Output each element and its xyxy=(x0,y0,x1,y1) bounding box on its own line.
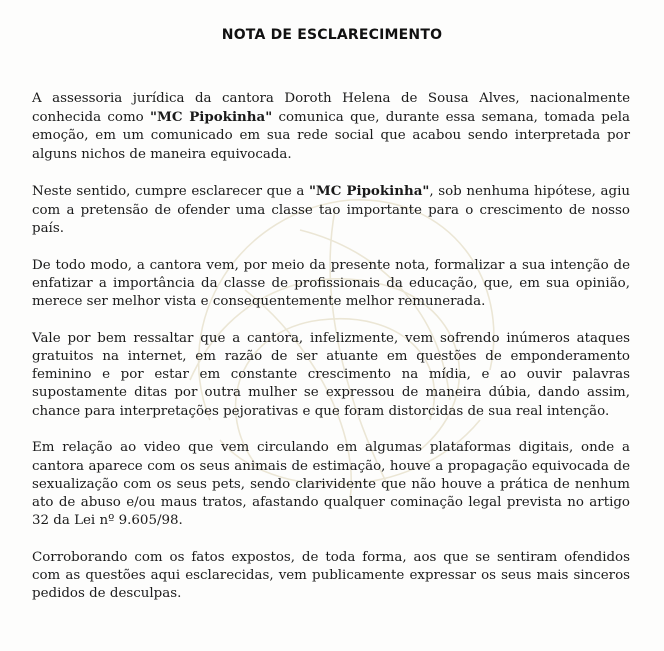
paragraph-1 xyxy=(32,90,630,164)
paragraph-6: Corroborando com os fatos expostos, de toda forma, aos que se sentiram ofendidos com as questões aqui esclarecidas, vem publicamente expressar os seus mais sinceros pedidos de desculpas. xyxy=(32,550,630,602)
paragraph-1-text-end: comunica que, durante essa semana, tomada pela emoção, em um comunicado em sua rede social que acabou sendo interpretada por alguns nichos de maneira equivocada. xyxy=(32,110,631,162)
document-body xyxy=(32,90,630,604)
paragraph-2-artist-name: "MC Pipokinha" xyxy=(308,183,430,200)
paragraph-1-artist-name: "MC Pipokinha" xyxy=(150,109,273,126)
paragraph-2-text-start: Neste sentido, cumpre esclarecer que a xyxy=(32,184,309,200)
paragraph-5: Em relação ao video que vem circulando em algumas plataformas digitais, onde a cantora aparece com os seus animais de estimação, houve a propagação equivocada de sexualização com os seus pets, sendo clarividente que não houve a prática de nenhum ato de abuso e/ou maus tratos, afastando qualquer cominação legal prevista no artigo 32 da Lei nº 9.605/98. xyxy=(32,440,630,529)
paragraph-1-text-start: A assessoria jurídica da cantora Doroth Helena de Sousa Alves, nacionalmente conhecida como xyxy=(32,91,630,126)
paragraph-2-text-end: , sob nenhuma hipótese, agiu com a pretensão de ofender uma classe tao importante para o crescimento de nosso país. xyxy=(32,184,630,236)
paragraph-2 xyxy=(32,182,630,238)
paragraph-4: Vale por bem ressaltar que a cantora, infelizmente, vem sofrendo inúmeros ataques gratuitos na internet, em razão de ser atuante em questões de emponderamento feminino e por estar em constante crescimento na mídia, e ao ouvir palavras supostamente ditas por outra mulher se expressou de maneira dúbia, dando assim, chance para interpretações pejorativas e que foram distorcidas de sua real intenção. xyxy=(32,330,630,419)
page-title: NOTA DE ESCLARECIMENTO xyxy=(221,27,443,43)
paragraph-3: De todo modo, a cantora vem, por meio da presente nota, formalizar a sua intenção de enfatizar a importância da classe de profissionais da educação, que, em sua opinião, merece ser melhor vista e consequentemente melhor remunerada. xyxy=(32,257,630,310)
